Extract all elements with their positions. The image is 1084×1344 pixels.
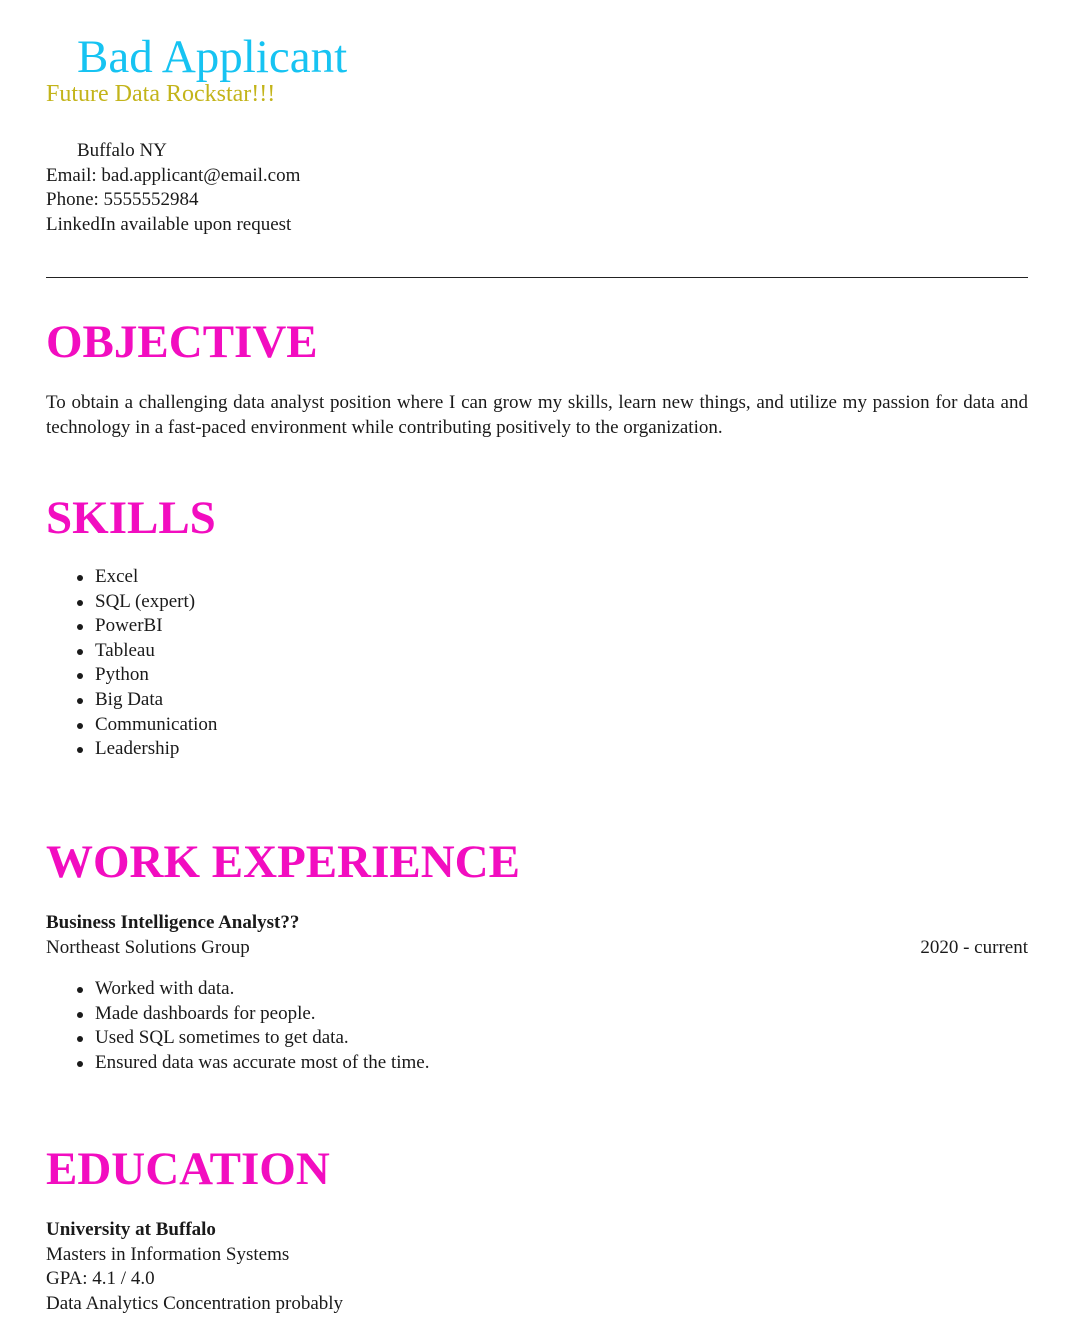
bullet-icon (77, 723, 83, 729)
bullet-icon (77, 987, 83, 993)
contact-phone: Phone: 5555552984 (46, 189, 199, 210)
list-item (76, 977, 430, 1002)
skill-label: Tableau (95, 639, 155, 661)
skill-label: SQL (expert) (95, 590, 196, 612)
skill-label: Communication (95, 713, 218, 735)
list-item (76, 614, 217, 639)
list-item (76, 1002, 430, 1027)
gpa: GPA: 4.1 / 4.0 (46, 1268, 155, 1289)
header-divider (46, 277, 1028, 278)
bullet-icon (77, 673, 83, 679)
skills-list (76, 565, 217, 762)
applicant-name: Bad Applicant (77, 31, 348, 83)
duty-text: Ensured data was accurate most of the time. (95, 1051, 430, 1073)
education-heading: EDUCATION (46, 1143, 330, 1195)
contact-email: Email: bad.applicant@email.com (46, 165, 301, 186)
degree: Masters in Information Systems (46, 1244, 290, 1265)
bullet-icon (77, 600, 83, 606)
skill-label: PowerBI (95, 615, 163, 637)
skill-label: Big Data (95, 688, 164, 710)
contact-linkedin: LinkedIn available upon request (46, 214, 292, 235)
school-name: University at Buffalo (46, 1219, 216, 1240)
list-item (76, 590, 217, 615)
bullet-icon (77, 624, 83, 630)
list-item (76, 1051, 430, 1076)
bullet-icon (77, 1012, 83, 1018)
duty-text: Worked with data. (95, 978, 235, 999)
job-title: Business Intelligence Analyst?? (46, 912, 300, 933)
list-item (76, 688, 217, 713)
bullet-icon (77, 698, 83, 704)
skill-label: Leadership (95, 738, 180, 760)
list-item (76, 713, 217, 738)
objective-text: To obtain a challenging data analyst position where I can grow my skills, learn new things, and utilize my passion for data and technology in a fast-paced environment while contributing positively to the organization. (46, 392, 1028, 438)
duty-text: Used SQL sometimes to get data. (95, 1027, 349, 1049)
skill-label: Excel (95, 566, 139, 587)
bullet-icon (77, 649, 83, 655)
skill-label: Python (95, 664, 149, 686)
objective-heading: OBJECTIVE (46, 316, 318, 368)
list-item (76, 663, 217, 688)
bullet-icon (77, 1061, 83, 1067)
job-dates: 2020 - current (920, 937, 1028, 958)
bullet-icon (77, 1036, 83, 1042)
experience-heading: WORK EXPERIENCE (46, 836, 520, 888)
applicant-tagline: Future Data Rockstar!!! (46, 81, 276, 107)
concentration: Data Analytics Concentration probably (46, 1293, 344, 1314)
list-item (76, 737, 217, 762)
experience-bullets (76, 977, 430, 1075)
duty-text: Made dashboards for people. (95, 1002, 316, 1024)
list-item (76, 639, 217, 664)
bullet-icon (77, 575, 83, 581)
skills-heading: SKILLS (46, 492, 216, 544)
list-item (76, 1026, 430, 1051)
list-item (76, 565, 217, 590)
company-name: Northeast Solutions Group (46, 937, 250, 958)
bullet-icon (77, 747, 83, 753)
contact-location: Buffalo NY (77, 140, 167, 161)
